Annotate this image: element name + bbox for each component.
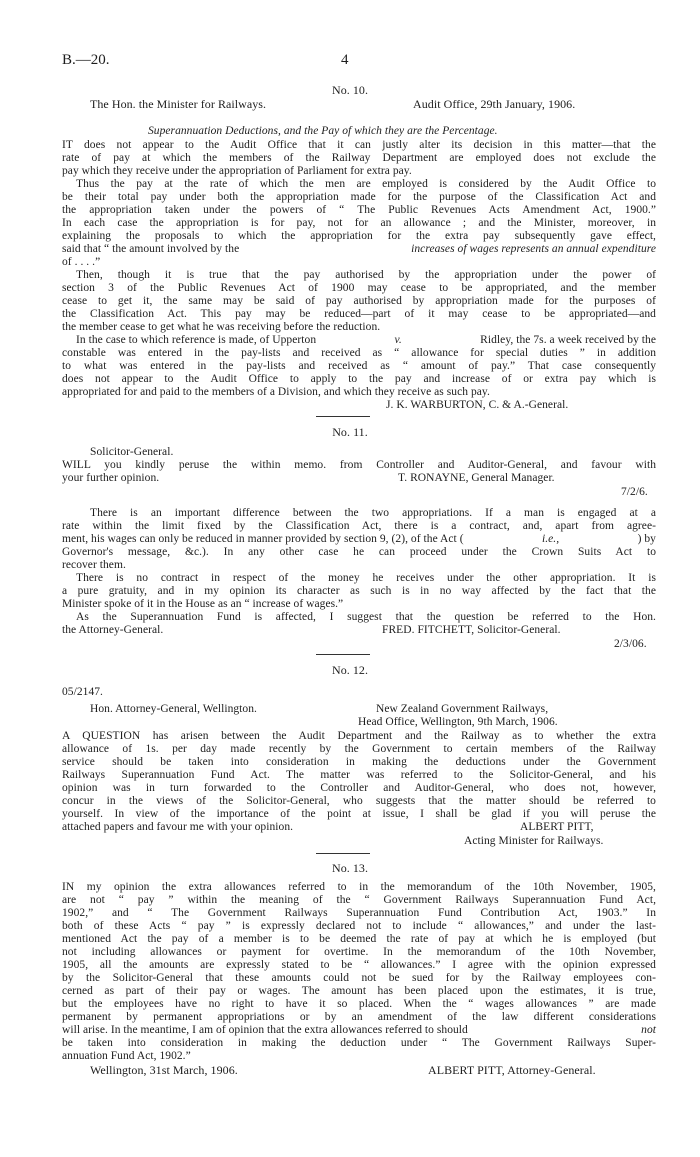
place-date-13: Wellington, 31st March, 1906.: [90, 1063, 238, 1077]
s13-l13: be taken into consideration in making the deduction under “ The Government Railways Super-: [62, 1037, 656, 1049]
s11-request-l2: your further opinion.: [62, 472, 160, 484]
s11-p1-l1: There is an important difference between the two appropriations. If a man is engaged at a: [90, 507, 656, 519]
s10-p2-l1: Thus the pay at the rate of which the men are employed is considered by the Audit Office to: [76, 178, 656, 190]
s12-l6: concur in the views of the Solicitor-General, who suggests that the matter should be referred to: [62, 795, 656, 807]
s12-l1: A QUESTION has arisen between the Audit Department and the Railway as to whether the extra: [62, 730, 656, 742]
s10-p4-l5: appropriated for and paid to the members of a Division, and which they receive as such pay.: [62, 386, 490, 398]
s13-l8: by the Solicitor-General that these amounts could not be sued for by the Railway employees con-: [62, 972, 656, 984]
s13-l12-not: not: [641, 1024, 656, 1036]
s10-p2-l6: [62, 243, 656, 256]
section-number-12: No. 12.: [331, 663, 369, 677]
s10-p3-l5: the member cease to get what he was receiving before the reduction.: [62, 321, 381, 333]
page-number: 4: [341, 52, 349, 68]
s13-l11: permanent by permanent appropriations or by an amendment of the law different considerations: [62, 1011, 656, 1023]
s12-l7: yourself. In view of the importance of the point at issue, I shall be glad if you will peruse the: [62, 808, 656, 820]
s11-p1-l3-b: ) by: [637, 533, 656, 545]
s11-p3-l1: As the Superannuation Fund is affected, I suggest that the question be referred to the Hon.: [76, 611, 656, 623]
s13-l3: 1902,” and “ The Government Railways Superannuation Fund Contribution Act, 1903.” In: [62, 907, 656, 919]
s10-p2-l5: explaining the proposals to which the appropriation for the extra pay subsequently gave effect,: [62, 230, 656, 242]
section-divider: [316, 416, 370, 417]
s11-p1-l3-a: ment, his wages can only be reduced in manner provided by section 9, (2), of the Act (: [62, 533, 464, 545]
s11-request-l1: WILL you kindly peruse the within memo. from Controller and Auditor-General, and favour with: [62, 459, 656, 471]
s13-l6: not including allowances or payment for overtime. In the memorandum of the 10th November,: [62, 946, 656, 958]
s10-p3-l4: the Classification Act. This pay may be reduced—part of it may cease to be appropriated—and: [62, 308, 656, 320]
s11-p3-l2: the Attorney-General.: [62, 624, 164, 636]
s11-p1-l4: Governor's message, &c.). In any other case he can proceed under the Crown Suits Act to: [62, 546, 656, 558]
signature-11-manager: T. RONAYNE, General Manager.: [398, 472, 555, 484]
s13-l2: are not “ pay ” within the meaning of the “ Government Railways Superannuation Fund Act,: [62, 894, 656, 906]
s10-p4-l3: to what was entered in the pay-lists and received as “ amount of pay.” That case consequently: [62, 360, 656, 372]
s10-p4-case-rest: Ridley, the 7s. a week received by the: [480, 334, 656, 346]
signature-12-name: ALBERT PITT,: [520, 821, 594, 833]
section-number-11: No. 11.: [332, 425, 368, 439]
s10-p2-l3: the appropriation taken under the powers of “ The Public Revenues Acts Amendment Act, 1900.”: [62, 204, 656, 216]
s13-l1: IN my opinion the extra allowances referred to in the memorandum of the 10th November, 1905,: [62, 881, 656, 893]
s11-p1-l3: [62, 533, 656, 546]
signature-10: J. K. WARBURTON, C. & A.-General.: [386, 399, 569, 411]
s13-l9: cerned as part of their pay or wages. The amount has been placed upon the estimates, it is true,: [62, 985, 656, 997]
section-divider: [316, 654, 370, 655]
s10-p2-quote-lead: said that “ the amount involved by the: [62, 243, 240, 255]
date-11-solicitor: 2/3/06.: [614, 638, 647, 650]
addressee-10: The Hon. the Minister for Railways.: [90, 97, 267, 111]
s10-p1-l3: pay which they receive under the appropriation of Parliament for extra pay.: [62, 165, 412, 177]
addressee-12: Hon. Attorney-General, Wellington.: [90, 703, 257, 715]
s10-p4-l1: [76, 334, 656, 347]
s11-p2-l3: Minister spoke of it in the House as an “ increase of wages.”: [62, 598, 344, 610]
s10-p3-l3: cease to get it, the same may be said of pay authorised by appropriation made for the purposes of: [62, 295, 656, 307]
s10-p2-quote-italic: increases of wages represents an annual expenditure: [411, 243, 656, 255]
signature-12-title: Acting Minister for Railways.: [464, 835, 604, 847]
s10-p4-l2: constable was entered in the pay-lists and received as “ allowance for special duties ” in addition: [62, 347, 656, 359]
s13-l12: [62, 1024, 656, 1037]
s12-l5: opinion was in turn forwarded to the Controller and Auditor-General, who does not, however,: [62, 782, 656, 794]
s13-l4: both of these Acts “ pay ” is expressly declared not to include “ allowances,” and under the last-: [62, 920, 656, 932]
addressee-11: Solicitor-General.: [90, 446, 174, 458]
file-number-12: 05/2147.: [62, 686, 103, 698]
s13-l10: but the employees have no right to have it so placed. When the “ wages allowances ” are made: [62, 998, 656, 1010]
s12-l4: Railways Superannuation Fund Act. The matter was referred to the Solicitor-General, and his: [62, 769, 656, 781]
s12-l8: attached papers and favour me with your opinion.: [62, 821, 294, 833]
s10-p1-l1: IT does not appear to the Audit Office that it can justly alter its decision in this matter—that the: [62, 139, 656, 151]
s10-p2-l4: In each case the appropriation is for pay, not for an allowance ; and the Minister, moreover, in: [62, 217, 656, 229]
s10-p4-l4: does not appear to the Audit Office to apply to the pay and increase of or extra pay which is: [62, 373, 656, 385]
s10-p1-l2: rate of pay at which the members of the Railway Department are employed does not exclude the: [62, 152, 656, 164]
s10-p3-l1: Then, though it is true that the pay authorised by the appropriation under the power of: [76, 269, 656, 281]
s10-p4-case: In the case to which reference is made, of Upperton: [76, 334, 317, 346]
s13-l12-a: will arise. In the meantime, I am of opinion that the extra allowances referred to should: [62, 1024, 468, 1036]
s10-p2-l7: of . . . .”: [62, 256, 101, 268]
s11-p1-l3-ie: i.e.,: [541, 533, 560, 545]
sender-12: New Zealand Government Railways,: [376, 703, 549, 715]
section-number-10: No. 10.: [331, 83, 369, 97]
section-number-13: No. 13.: [331, 861, 369, 875]
signature-13: ALBERT PITT, Attorney-General.: [428, 1063, 596, 1077]
s13-l14: annuation Fund Act, 1902.”: [62, 1050, 191, 1062]
s11-p2-l1: There is no contract in respect of the money he receives under the other appropriation. It is: [76, 572, 656, 584]
s10-p4-versus: v.: [394, 334, 402, 346]
section-divider: [316, 853, 370, 854]
document-reference: B.—20.: [62, 52, 110, 68]
s13-l7: 1905, all the amounts are expressly stated to be “ allowances.” I agree with the opinion expressed: [62, 959, 656, 971]
sender-date-12: Head Office, Wellington, 9th March, 1906.: [358, 716, 558, 728]
s13-l5: mentioned Act the pay of a member is to be deemed the rate of pay at which he is employed (but: [62, 933, 656, 945]
s10-p3-l2: section 3 of the Public Revenues Act of 1900 may cease to be appropriated, and the member: [62, 282, 656, 294]
s11-p1-l5: recover them.: [62, 559, 126, 571]
s11-p1-l2: rate within the limit fixed by the Classification Act, there is a contract, and, apart from agree-: [62, 520, 656, 532]
subject-10: Superannuation Deductions, and the Pay of which they are the Percentage.: [148, 125, 498, 137]
date-11-manager: 7/2/6.: [621, 486, 648, 498]
signature-11-solicitor: FRED. FITCHETT, Solicitor-General.: [382, 624, 561, 636]
s12-l3: service should be taken into consideration in making the deductions under the Government: [62, 756, 656, 768]
s12-l2: allowance of 1s. per day made recently by the Government to certain members of the Railway: [62, 743, 656, 755]
s10-p2-l2: be their total pay under both the appropriation made for the purpose of the Classification Act and: [62, 191, 656, 203]
s11-p2-l2: a pure gratuity, and in my opinion its character as such is in no way affected by the fact that the: [62, 585, 656, 597]
sender-date-10: Audit Office, 29th January, 1906.: [413, 97, 576, 111]
